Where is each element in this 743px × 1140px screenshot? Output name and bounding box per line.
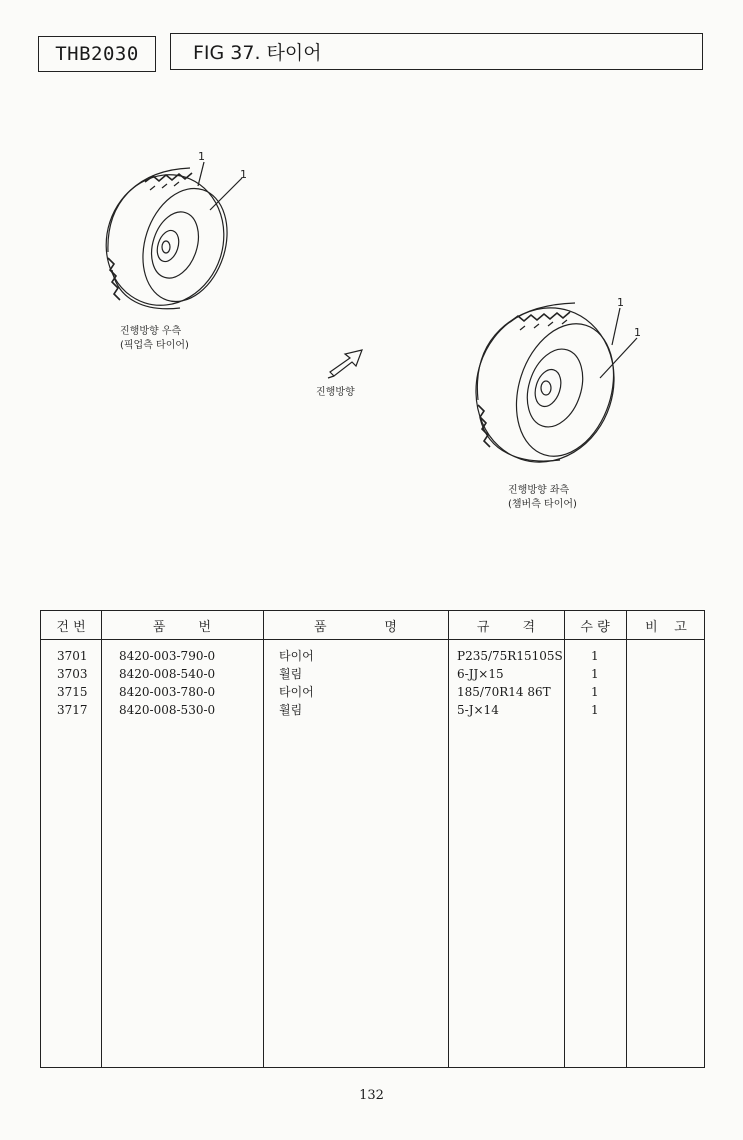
row-2-part-name: 휠림 (279, 667, 303, 681)
header-part-no: 품 번 (152, 619, 212, 635)
row-2-item-no: 3703 (57, 667, 88, 681)
row-2-qty: 1 (591, 667, 599, 681)
right-tire-caption-line1: 진행방향 우측 (120, 326, 182, 337)
row-1-qty: 1 (591, 649, 599, 663)
left-tire-caption-line1: 진행방향 좌측 (508, 485, 570, 496)
parts-table (40, 610, 705, 1068)
model-number: THB2030 (55, 43, 139, 65)
callout-upper-2: 1 (240, 168, 247, 181)
row-4-item-no: 3717 (57, 703, 88, 717)
header-item-no: 건 번 (56, 619, 86, 635)
column-divider (263, 611, 264, 1067)
header-part-name: 품 명 (314, 619, 397, 635)
row-4-qty: 1 (591, 703, 599, 717)
callout-upper-1: 1 (198, 150, 205, 163)
header-divider (41, 639, 704, 640)
left-tire-caption-line2: (챔버측 타이어) (508, 499, 577, 510)
right-tire-caption-line2: (픽업측 타이어) (120, 340, 189, 351)
row-1-spec: P235/75R15105S (457, 649, 563, 663)
column-divider (626, 611, 627, 1067)
direction-label: 진행방향 (316, 387, 355, 398)
row-1-part-name: 타이어 (279, 649, 314, 663)
direction-arrow-icon (328, 350, 362, 378)
header-remarks: 비 고 (645, 619, 687, 635)
header-qty: 수 량 (580, 619, 610, 635)
row-4-part-name: 휠림 (279, 703, 303, 717)
right-tire-drawing (89, 159, 241, 320)
page-number: 132 (359, 1088, 384, 1103)
column-divider (564, 611, 565, 1067)
callout-lower-1: 1 (617, 296, 624, 309)
row-3-part-name: 타이어 (279, 685, 314, 699)
header-spec: 규 격 (476, 619, 536, 635)
row-1-part-no: 8420-003-790-0 (119, 649, 216, 663)
figure-title: FIG 37. 타이어 (193, 42, 322, 64)
row-1-item-no: 3701 (57, 649, 88, 663)
row-2-part-no: 8420-008-540-0 (119, 667, 216, 681)
row-2-spec: 6-JJ×15 (457, 667, 504, 681)
callout-lower-2: 1 (634, 326, 641, 339)
row-3-part-no: 8420-003-780-0 (119, 685, 216, 699)
row-3-spec: 185/70R14 86T (457, 685, 551, 699)
left-tire-drawing (456, 290, 634, 480)
right-tire-caption (120, 325, 189, 353)
left-tire-caption (508, 484, 577, 512)
row-4-spec: 5-J×14 (457, 703, 499, 717)
row-3-item-no: 3715 (57, 685, 88, 699)
row-4-part-no: 8420-008-530-0 (119, 703, 216, 717)
column-divider (448, 611, 449, 1067)
column-divider (101, 611, 102, 1067)
row-3-qty: 1 (591, 685, 599, 699)
